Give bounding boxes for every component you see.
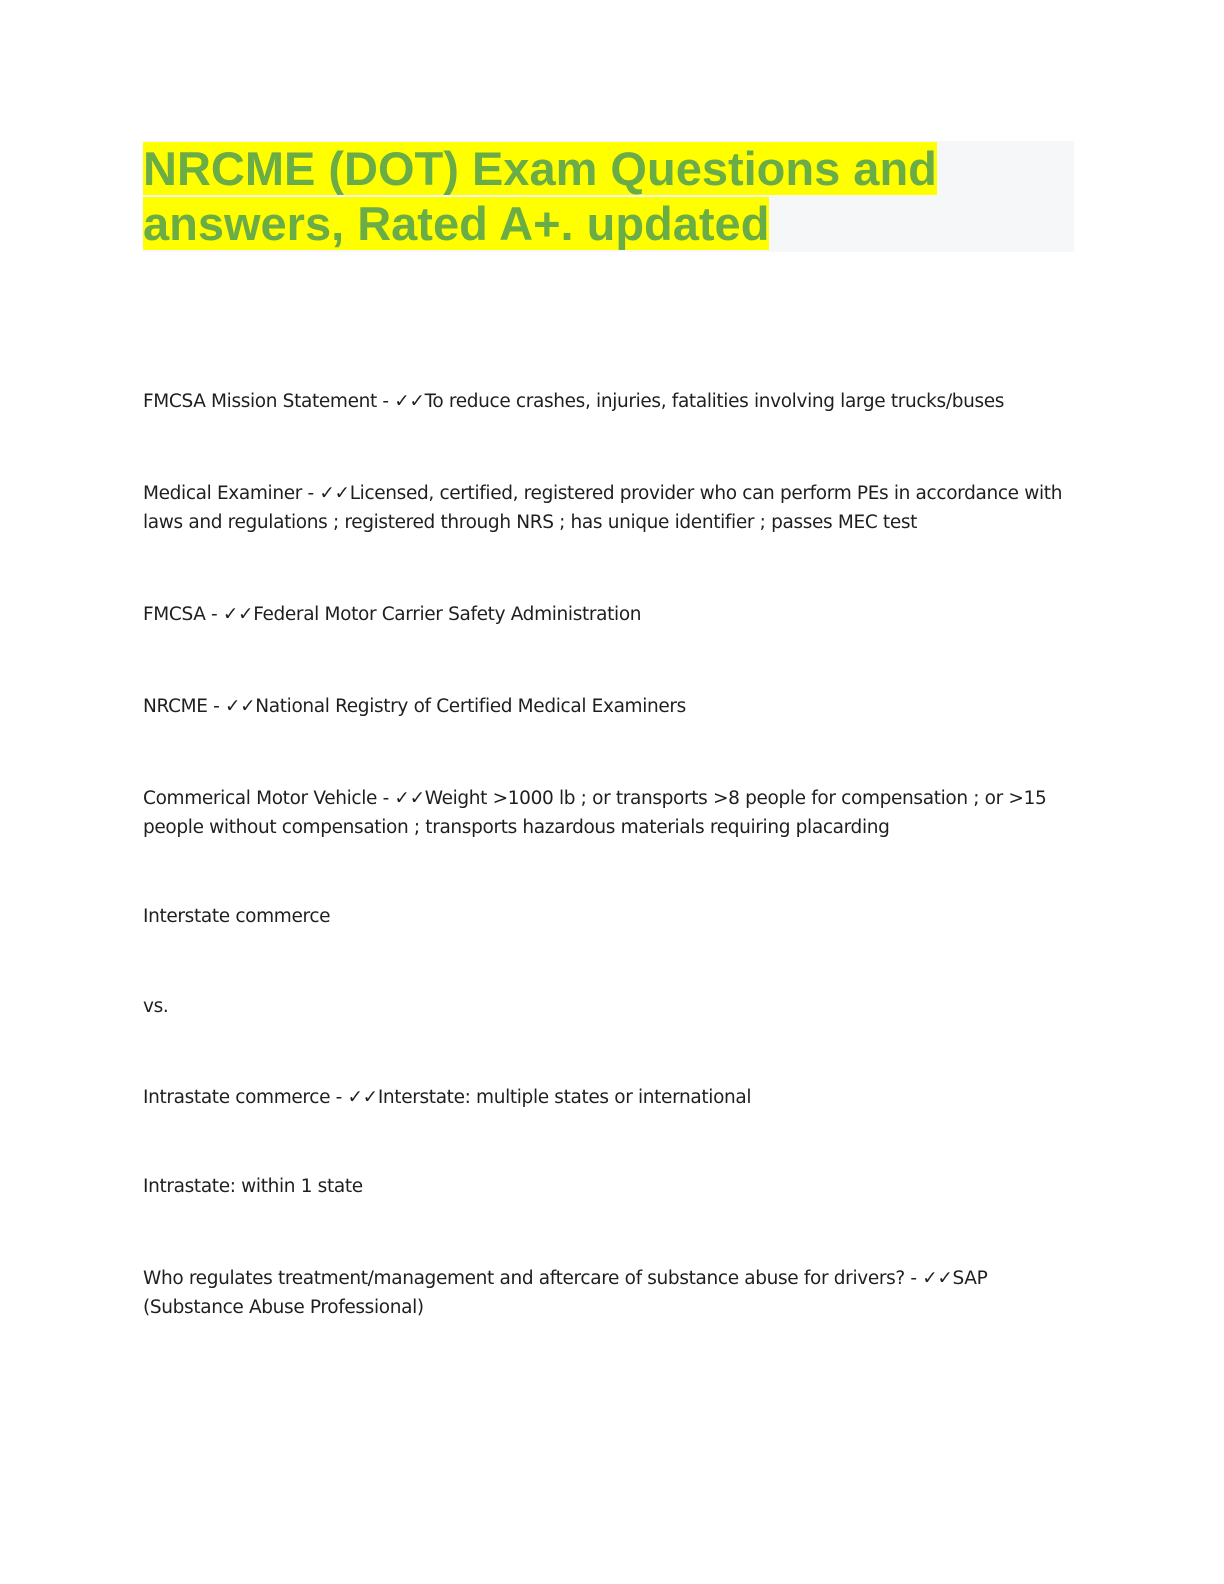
title-line-2: answers, Rated A+. updated [143,197,770,250]
entry-fmcsa: FMCSA - ✓✓Federal Motor Carrier Safety Administration [143,604,642,625]
entry-medical-examiner: Medical Examiner - ✓✓Licensed, certified, registered provider who can perform PEs in accordance with laws and regulations ; registered through NRS ; has unique identifier ; passes MEC test [143,483,1063,533]
entry-interstate-commerce: Interstate commerce [143,906,331,927]
entry-vs: vs. [143,996,169,1017]
document-title [143,141,1074,251]
entry-intrastate-definition: Intrastate: within 1 state [143,1176,363,1197]
entry-intrastate-commerce: Intrastate commerce - ✓✓Interstate: multiple states or international [143,1087,752,1108]
entry-nrcme: NRCME - ✓✓National Registry of Certified Medical Examiners [143,696,686,717]
entry-substance-abuse: Who regulates treatment/management and aftercare of substance abuse for drivers? - ✓✓SAP (Substance Abuse Professional) [143,1268,988,1318]
entry-fmcsa-mission: FMCSA Mission Statement - ✓✓To reduce crashes, injuries, fatalities involving large trucks/buses [143,391,1005,412]
title-line-1: NRCME (DOT) Exam Questions and [143,142,937,195]
title-block [143,141,1074,252]
entry-commercial-motor-vehicle: Commerical Motor Vehicle - ✓✓Weight >1000 lb ; or transports >8 people for compensation ; or >15 people without compensation ; transports hazardous materials requiring placarding [143,788,1047,838]
